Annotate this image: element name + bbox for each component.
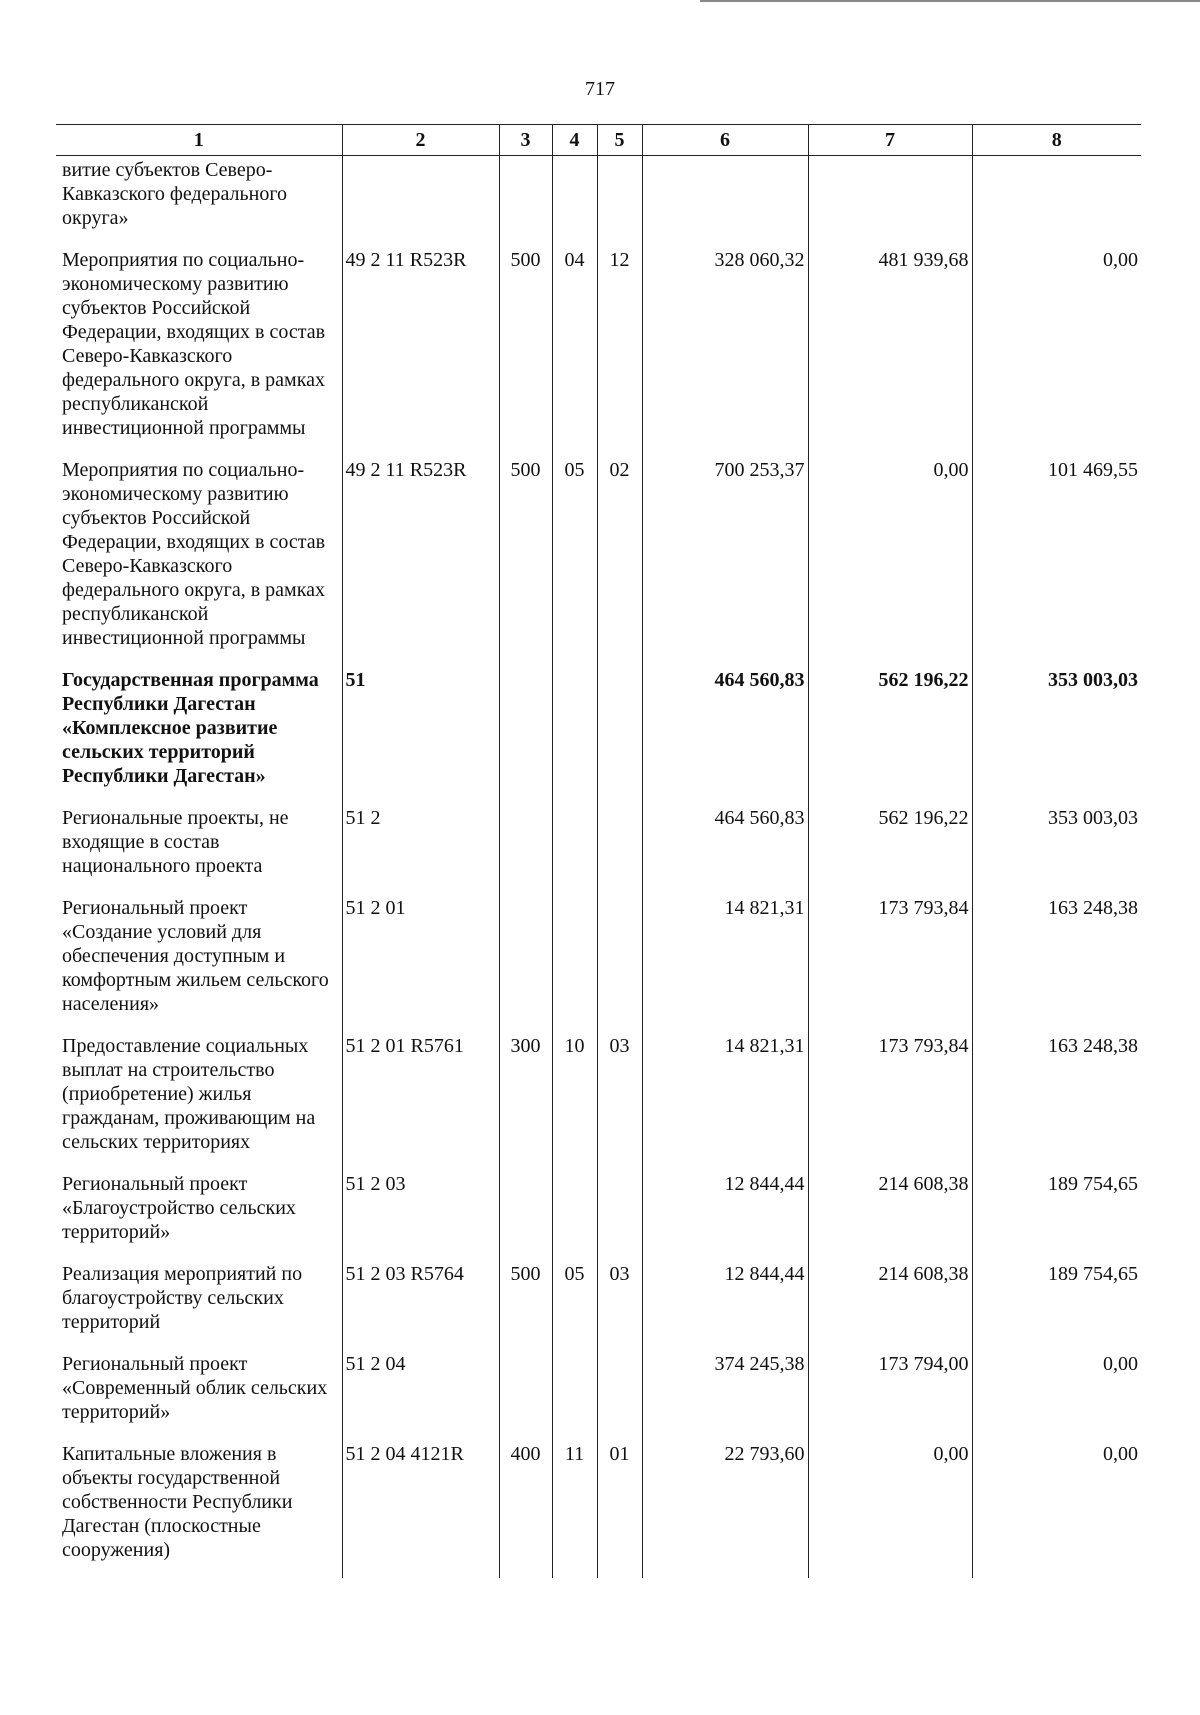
amount-col7-cell: 173 793,84 <box>808 1032 972 1170</box>
amount-col8-cell <box>972 156 1141 247</box>
target-code-cell: 51 2 03 <box>342 1170 499 1260</box>
amount-col7-cell: 214 608,38 <box>808 1260 972 1350</box>
target-code-cell: 49 2 11 R523R <box>342 456 499 666</box>
table-row <box>56 894 1141 1032</box>
amount-col8-cell: 163 248,38 <box>972 1032 1141 1170</box>
section-cell <box>552 156 597 247</box>
amount-col6-cell: 12 844,44 <box>642 1260 808 1350</box>
header-row <box>56 125 1141 156</box>
section-cell: 05 <box>552 456 597 666</box>
amount-col8-cell: 0,00 <box>972 246 1141 456</box>
scan-edge-line <box>700 0 1200 2</box>
amount-col7-cell: 214 608,38 <box>808 1170 972 1260</box>
amount-col7-cell: 562 196,22 <box>808 804 972 894</box>
column-header-3: 3 <box>499 125 552 156</box>
expense-type-cell: 500 <box>499 246 552 456</box>
target-code-cell: 51 2 04 <box>342 1350 499 1440</box>
expense-type-cell <box>499 804 552 894</box>
amount-col8-cell: 189 754,65 <box>972 1170 1141 1260</box>
budget-table-container <box>56 124 1141 1578</box>
subsection-cell <box>597 894 642 1032</box>
subsection-cell: 03 <box>597 1260 642 1350</box>
amount-col8-cell: 0,00 <box>972 1440 1141 1578</box>
table-row <box>56 246 1141 456</box>
row-name-cell: Реализация мероприятий по благоустройству сельских территорий <box>56 1260 342 1350</box>
section-cell <box>552 1170 597 1260</box>
budget-table <box>56 124 1141 1578</box>
section-cell <box>552 894 597 1032</box>
amount-col6-cell: 374 245,38 <box>642 1350 808 1440</box>
column-header-8: 8 <box>972 125 1141 156</box>
target-code-cell: 51 2 <box>342 804 499 894</box>
amount-col6-cell: 14 821,31 <box>642 894 808 1032</box>
expense-type-cell: 300 <box>499 1032 552 1170</box>
table-body <box>56 156 1141 1579</box>
table-row <box>56 1350 1141 1440</box>
row-name-cell: Мероприятия по социально-экономическому развитию субъектов Российской Федерации, входящих в состав Северо-Кавказского федерального округа, в рамках республиканской инвестиционной программы <box>56 456 342 666</box>
column-header-1: 1 <box>56 125 342 156</box>
target-code-cell: 51 <box>342 666 499 804</box>
table-row <box>56 1440 1141 1578</box>
amount-col7-cell: 562 196,22 <box>808 666 972 804</box>
section-cell: 05 <box>552 1260 597 1350</box>
expense-type-cell <box>499 156 552 247</box>
amount-col7-cell: 173 794,00 <box>808 1350 972 1440</box>
target-code-cell: 51 2 01 R5761 <box>342 1032 499 1170</box>
amount-col8-cell: 163 248,38 <box>972 894 1141 1032</box>
row-name-cell: витие субъектов Северо-Кавказского федерального округа» <box>56 156 342 247</box>
subsection-cell: 01 <box>597 1440 642 1578</box>
row-name-cell: Капитальные вложения в объекты государственной собственности Республики Дагестан (плоскостные сооружения) <box>56 1440 342 1578</box>
amount-col8-cell: 353 003,03 <box>972 804 1141 894</box>
subsection-cell <box>597 666 642 804</box>
column-header-4: 4 <box>552 125 597 156</box>
section-cell: 04 <box>552 246 597 456</box>
amount-col6-cell: 464 560,83 <box>642 666 808 804</box>
expense-type-cell <box>499 1350 552 1440</box>
page-number: 717 <box>585 78 615 100</box>
table-row <box>56 1260 1141 1350</box>
column-header-7: 7 <box>808 125 972 156</box>
expense-type-cell: 500 <box>499 1260 552 1350</box>
amount-col7-cell: 481 939,68 <box>808 246 972 456</box>
row-name-cell: Региональный проект «Благоустройство сельских территорий» <box>56 1170 342 1260</box>
amount-col6-cell: 12 844,44 <box>642 1170 808 1260</box>
table-row <box>56 1170 1141 1260</box>
amount-col6-cell <box>642 156 808 247</box>
amount-col8-cell: 0,00 <box>972 1350 1141 1440</box>
row-name-cell: Предоставление социальных выплат на строительство (приобретение) жилья гражданам, проживающим на сельских территориях <box>56 1032 342 1170</box>
section-cell: 11 <box>552 1440 597 1578</box>
table-row <box>56 156 1141 247</box>
amount-col6-cell: 14 821,31 <box>642 1032 808 1170</box>
row-name-cell: Мероприятия по социально-экономическому развитию субъектов Российской Федерации, входящих в состав Северо-Кавказского федерального округа, в рамках республиканской инвестиционной программы <box>56 246 342 456</box>
expense-type-cell <box>499 1170 552 1260</box>
amount-col6-cell: 22 793,60 <box>642 1440 808 1578</box>
subsection-cell: 02 <box>597 456 642 666</box>
amount-col8-cell: 101 469,55 <box>972 456 1141 666</box>
row-name-cell: Региональные проекты, не входящие в состав национального проекта <box>56 804 342 894</box>
subsection-cell: 12 <box>597 246 642 456</box>
column-header-5: 5 <box>597 125 642 156</box>
subsection-cell <box>597 1350 642 1440</box>
target-code-cell <box>342 156 499 247</box>
amount-col7-cell: 0,00 <box>808 1440 972 1578</box>
target-code-cell: 51 2 04 4121R <box>342 1440 499 1578</box>
table-row <box>56 456 1141 666</box>
subsection-cell: 03 <box>597 1032 642 1170</box>
subsection-cell <box>597 156 642 247</box>
subsection-cell <box>597 804 642 894</box>
row-name-cell: Региональный проект «Создание условий для обеспечения доступным и комфортным жильем сельского населения» <box>56 894 342 1032</box>
amount-col8-cell: 189 754,65 <box>972 1260 1141 1350</box>
amount-col8-cell: 353 003,03 <box>972 666 1141 804</box>
amount-col6-cell: 328 060,32 <box>642 246 808 456</box>
subsection-cell <box>597 1170 642 1260</box>
table-header <box>56 125 1141 156</box>
column-header-2: 2 <box>342 125 499 156</box>
expense-type-cell <box>499 894 552 1032</box>
row-name-cell: Региональный проект «Современный облик сельских территорий» <box>56 1350 342 1440</box>
section-cell <box>552 1350 597 1440</box>
expense-type-cell: 500 <box>499 456 552 666</box>
amount-col6-cell: 464 560,83 <box>642 804 808 894</box>
section-cell: 10 <box>552 1032 597 1170</box>
table-row <box>56 666 1141 804</box>
table-row <box>56 1032 1141 1170</box>
table-row <box>56 804 1141 894</box>
expense-type-cell: 400 <box>499 1440 552 1578</box>
amount-col6-cell: 700 253,37 <box>642 456 808 666</box>
target-code-cell: 49 2 11 R523R <box>342 246 499 456</box>
target-code-cell: 51 2 03 R5764 <box>342 1260 499 1350</box>
section-cell <box>552 666 597 804</box>
amount-col7-cell: 0,00 <box>808 456 972 666</box>
expense-type-cell <box>499 666 552 804</box>
column-header-6: 6 <box>642 125 808 156</box>
amount-col7-cell: 173 793,84 <box>808 894 972 1032</box>
target-code-cell: 51 2 01 <box>342 894 499 1032</box>
amount-col7-cell <box>808 156 972 247</box>
row-name-cell: Государственная программа Республики Дагестан «Комплексное развитие сельских территорий Республики Дагестан» <box>56 666 342 804</box>
section-cell <box>552 804 597 894</box>
